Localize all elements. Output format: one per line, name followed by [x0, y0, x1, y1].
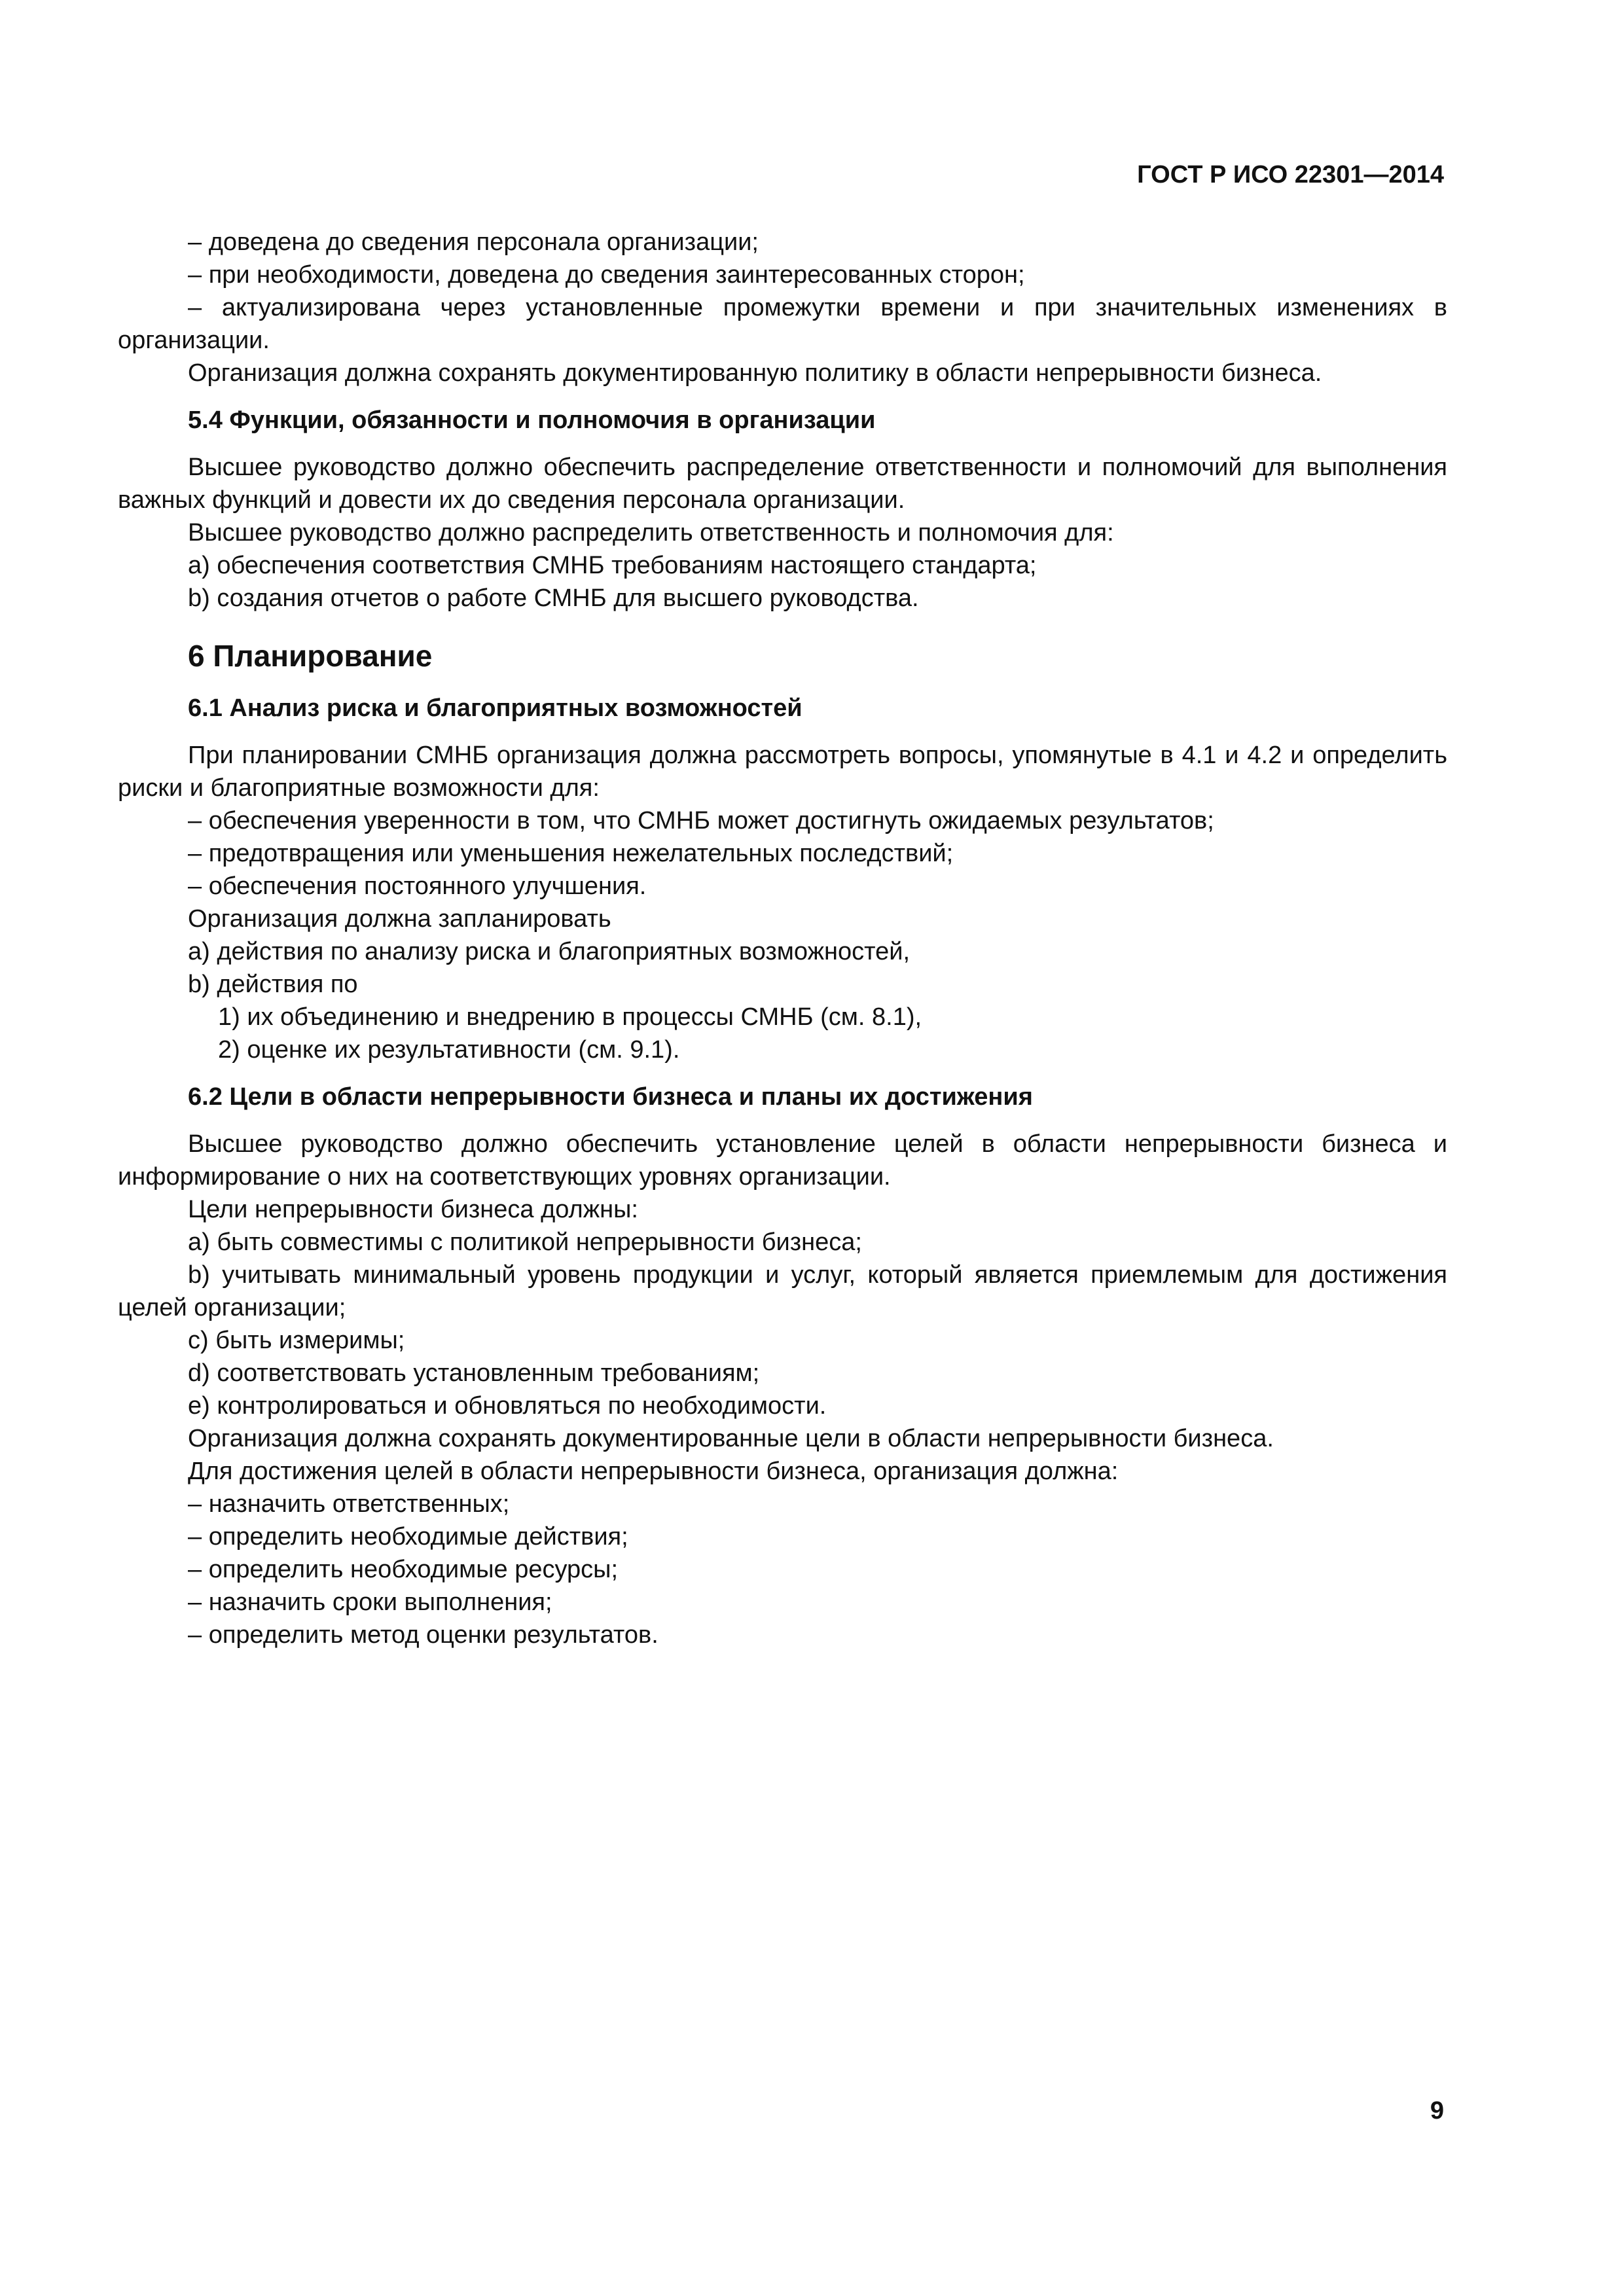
paragraph: Организация должна запланировать — [188, 905, 611, 933]
paragraph: b) действия по — [188, 971, 358, 998]
paragraph: – обеспечения уверенности в том, что СМНБ может достигнуть ожидаемых результатов; — [188, 807, 1214, 834]
paragraph: – актуализирована через установленные промежутки времени и при значительных изменениях в организации. — [118, 294, 1447, 354]
paragraph: d) соответствовать установленным требованиям; — [188, 1359, 760, 1387]
paragraph: – обеспечения постоянного улучшения. — [188, 872, 647, 900]
paragraph: – назначить сроки выполнения; — [188, 1588, 552, 1616]
paragraph: Высшее руководство должно обеспечить установление целей в области непрерывности бизнеса и информирование о них на соответствующих уровнях организации. — [118, 1130, 1447, 1191]
paragraph: – доведена до сведения персонала организации; — [188, 228, 759, 256]
paragraph: Высшее руководство должно распределить ответственность и полномочия для: — [188, 519, 1114, 547]
paragraph: – назначить ответственных; — [188, 1490, 510, 1518]
paragraph: 2) оценке их результативности (см. 9.1). — [218, 1036, 680, 1064]
paragraph: Для достижения целей в области непрерывности бизнеса, организация должна: — [188, 1458, 1119, 1485]
paragraph: – определить необходимые ресурсы; — [188, 1556, 619, 1583]
paragraph: a) обеспечения соответствия СМНБ требованиям настоящего стандарта; — [188, 552, 1037, 579]
paragraph: e) контролироваться и обновляться по необходимости. — [188, 1392, 827, 1420]
paragraph: При планировании СМНБ организация должна рассмотреть вопросы, упомянутые в 4.1 и 4.2 и определить риски и благоприятные возможности для: — [118, 742, 1447, 802]
paragraph: – определить необходимые действия; — [188, 1523, 628, 1551]
subsection-heading: 6.2 Цели в области непрерывности бизнеса и планы их достижения — [188, 1083, 1033, 1111]
paragraph: – определить метод оценки результатов. — [188, 1621, 659, 1649]
paragraph: – при необходимости, доведена до сведения заинтересованных сторон; — [188, 261, 1025, 289]
paragraph: Высшее руководство должно обеспечить распределение ответственности и полномочий для выполнения важных функций и довести их до сведения персонала организации. — [118, 454, 1447, 514]
paragraph: b) создания отчетов о работе СМНБ для высшего руководства. — [188, 584, 919, 612]
paragraph: c) быть измеримы; — [188, 1327, 405, 1354]
section-heading: 6 Планирование — [188, 639, 433, 673]
document-code-header: ГОСТ Р ИСО 22301—2014 — [1137, 161, 1444, 188]
paragraph: Организация должна сохранять документированные цели в области непрерывности бизнеса. — [188, 1425, 1274, 1452]
subsection-heading: 6.1 Анализ риска и благоприятных возможностей — [188, 694, 803, 722]
paragraph: a) действия по анализу риска и благоприятных возможностей, — [188, 938, 911, 965]
paragraph: a) быть совместимы с политикой непрерывности бизнеса; — [188, 1229, 862, 1256]
paragraph: 1) их объединению и внедрению в процессы СМНБ (см. 8.1), — [218, 1003, 922, 1031]
page-number: 9 — [1430, 2097, 1444, 2125]
paragraph: b) учитывать минимальный уровень продукции и услуг, который является приемлемым для достижения целей организации; — [118, 1261, 1447, 1321]
document-body — [118, 226, 1447, 1651]
subsection-heading: 5.4 Функции, обязанности и полномочия в организации — [188, 406, 876, 434]
paragraph: Организация должна сохранять документированную политику в области непрерывности бизнеса. — [188, 359, 1322, 387]
paragraph: Цели непрерывности бизнеса должны: — [188, 1196, 638, 1223]
paragraph: – предотвращения или уменьшения нежелательных последствий; — [188, 840, 954, 867]
